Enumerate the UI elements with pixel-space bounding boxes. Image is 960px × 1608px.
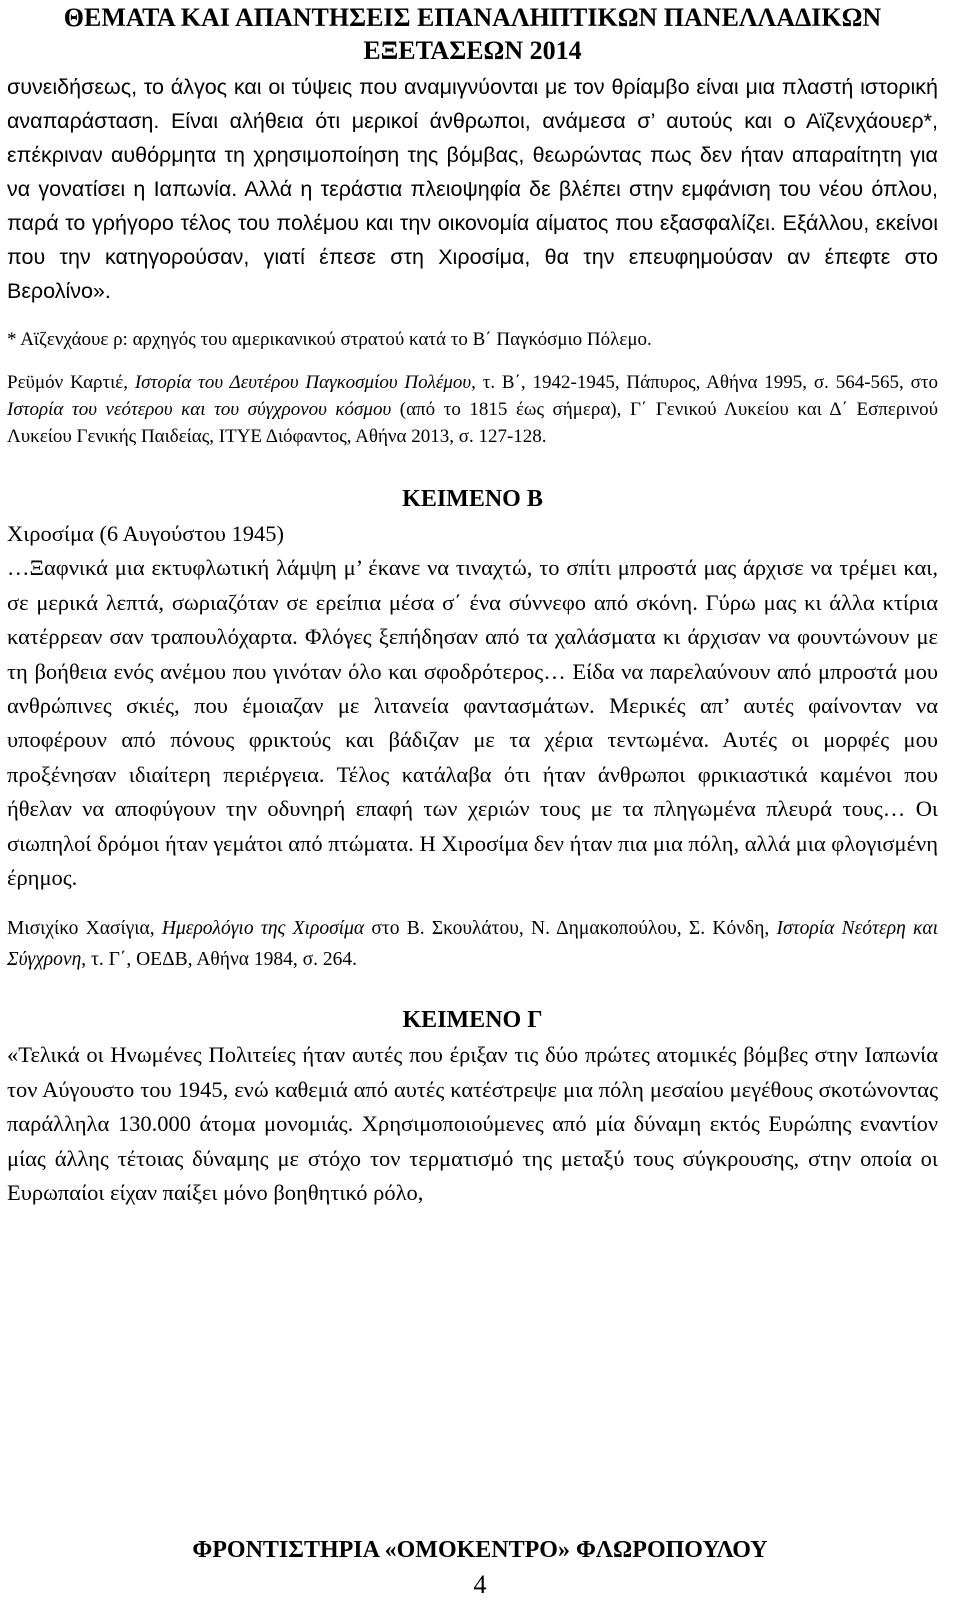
footer-title: ΦΡΟΝΤΙΣΤΗΡΙΑ «ΟΜΟΚΕΝΤΡΟ» ΦΛΩΡΟΠΟΥΛΟΥ <box>192 1537 768 1563</box>
text-c-body <box>7 1038 938 1210</box>
source-citation-b <box>7 913 938 975</box>
citation-book-title: Ιστορία Νεότερη και Σύγχρονη <box>7 918 938 971</box>
text-c-paragraph: «Τελικά οι Ηνωμένες Πολιτείες ήταν αυτές που έριξαν τις δύο πρώτες ατομικές βόμβες στην Ιαπωνία τον Αύγουστο του 1945, ενώ καθεμιά από αυτές κατέστρεψε μια πόλη μεσαίου μεγέθους σκοτώνοντας παράλληλα 130.000 άτομα μονομιάς. Χρησιμοποιούμενες από μία δύναμη εκτός Ευρώπης εναντίον μίας άλλης τέτοιας δύναμης με στόχο τον τερματισμό της μεταξύ τους σύγκρουσης, στην οποία οι Ευρωπαίοι είχαν παίξει μόνο βοηθητικό ρόλο, <box>7 1042 938 1206</box>
citation-text: , τ. Β΄, 1942-1945, Πάπυρος, Αθήνα 1995, σ. 564-565, στο <box>471 372 938 393</box>
header-line-2: ΕΞΕΤΑΣΕΩΝ 2014 <box>363 36 582 65</box>
source-citation-a <box>7 369 938 450</box>
citation-text: , τ. Γ΄, ΟΕΔΒ, Αθήνα 1984, σ. 264. <box>81 949 357 971</box>
citation-text: Μισιχίκο Χασίγια, <box>7 918 162 940</box>
page-header <box>7 1 938 67</box>
text-a-body <box>7 70 938 308</box>
citation-text: (από το 1815 έως σήμερα), Γ΄ Γενικού Λυκείου και Δ΄ Εσπερινού Λυκείου Γενικής Παιδείας, ΙΤΥΕ Διόφαντος, Αθήνα 2013, σ. 127-128. <box>7 399 938 447</box>
citation-book-title: Ιστορία του Δευτέρου Παγκοσμίου Πολέμου <box>134 372 472 393</box>
text-a-footnote-block <box>7 326 938 353</box>
section-title-c: ΚΕΙΜΕΝΟ Γ <box>402 1007 543 1034</box>
citation-book-title: Ημερολόγιο της Χιροσίμα <box>161 918 365 940</box>
text-a-source <box>7 369 938 450</box>
page-number: 4 <box>473 1570 487 1599</box>
section-title-b: ΚΕΙΜΕΝΟ Β <box>402 486 543 512</box>
citation-book-title: Ιστορία του νεότερου και του σύγχρονου κόσμου <box>7 399 392 420</box>
text-b-paragraph: …Ξαφνικά μια εκτυφλωτική λάμψη μ’ έκανε να τιναχτώ, το σπίτι μπροστά μας άρχισε να τρέμει και, σε μερικά λεπτά, σωριαζόταν σε ερείπια μέσα σ΄ ένα σύννεφο από σκόνη. Γύρω μας κι άλλα κτίρια κατέρρεαν σαν τραπουλόχαρτα. Φλόγες ξεπήδησαν από τα χαλάσματα κι άρχισαν να φουντώνουν με τη βοήθεια ενός ανέμου που γινόταν όλο και σφοδρότερος… Είδα να παρελαύνουν από μπροστά μου ανθρώπινες σκιές, που έμοιαζαν με λιτανεία φαντασμάτων. Μερικές απ’ αυτές φαίνονταν να υποφέρουν από πόνους φρικτούς και βάδιζαν με τα χέρια τεντωμένα. Αυτές οι μορφές μου προξένησαν ιδιαίτερη περιέργεια. Τέλος κατάλαβα ότι ήταν άνθρωποι φρικιαστικά καμένοι που ήθελαν να αποφύγουν την οδυνηρή επαφή των χεριών τους με τα πληγωμένα πλευρά τους… Οι σιωπηλοί δρόμοι ήταν γεμάτοι από πτώματα. Η Χιροσίμα δεν ήταν πια μια πόλη, αλλά μια φλογισμένη έρημος. <box>7 555 938 891</box>
header-line-1: ΘΕΜΑΤΑ ΚΑΙ ΑΠΑΝΤΗΣΕΙΣ ΕΠΑΝΑΛΗΠΤΙΚΩΝ ΠΑΝΕΛΛΑΔΙΚΩΝ <box>63 3 882 32</box>
text-b-body <box>7 517 938 895</box>
citation-text: Ρεϋμόν Καρτιέ, <box>7 372 135 393</box>
text-b-source <box>7 913 938 975</box>
text-a-paragraph: συνειδήσεως, το άλγος και οι τύψεις που αναμιγνύονται με τον θρίαμβο είναι μια πλαστή ιστορική αναπαράσταση. Είναι αλήθεια ότι μερικοί άνθρωποι, ανάμεσα σ’ αυτούς και ο Αϊζενχάουερ*, επέκριναν αυθόρμητα τη χρησιμοποίηση της βόμβας, θεωρώντας πως δεν ήταν απαραίτητη για να γονατίσει η Ιαπωνία. Αλλά η τεράστια πλειοψηφία δε βλέπει στην εμφάνιση του νέου όπλου, παρά το γρήγορο τέλος του πολέμου και την οικονομία αίματος που εξασφαλίζει. Εξάλλου, εκείνοι που την κατηγορούσαν, γιατί έπεσε στη Χιροσίμα, θα την επευφημούσαν αν έπεφτε στο Βερολίνο». <box>7 75 938 303</box>
footnote: * Αϊζενχάουε ρ: αρχηγός του αμερικανικού στρατού κατά το Β΄ Παγκόσμιο Πόλεμο. <box>7 329 652 350</box>
citation-text: στο Β. Σκουλάτου, Ν. Δημακοπούλου, Σ. Κόνδη, <box>364 918 777 940</box>
text-b-subtitle: Χιροσίμα (6 Αυγούστου 1945) <box>7 521 284 546</box>
